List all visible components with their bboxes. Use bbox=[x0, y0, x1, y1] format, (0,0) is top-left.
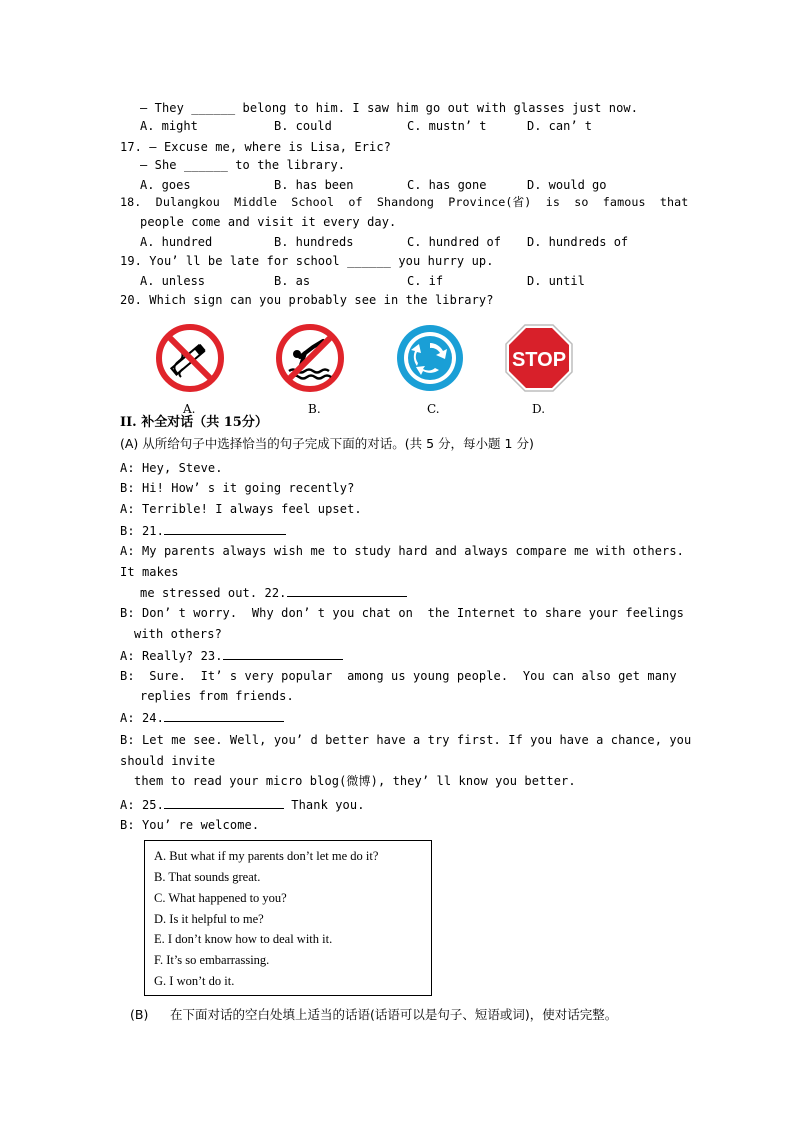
dialogue-line: B: You’ re welcome. bbox=[120, 818, 260, 832]
q16-option-c: C. mustn’ t bbox=[407, 119, 487, 133]
dialogue-line bbox=[140, 584, 407, 601]
dialogue-line: It makes bbox=[120, 565, 179, 579]
choice-f: F. It’s so embarrassing. bbox=[154, 953, 270, 967]
q18-stem-2: people come and visit it every day. bbox=[140, 215, 397, 229]
question-25-label: A: 25. bbox=[120, 798, 164, 812]
question-22-label: me stressed out. 22. bbox=[140, 586, 287, 600]
part-b-instructions: 在下面对话的空白处填上适当的话语(话语可以是句子、短语或词)，使对话完整。 bbox=[170, 1007, 618, 1022]
q16-stem: – They ______ belong to him. I saw him go out with glasses just now. bbox=[140, 101, 639, 115]
choice-d: D. Is it helpful to me? bbox=[154, 912, 264, 926]
dialogue-line: B: Let me see. Well, you’ d better have a try first. If you have a chance, you bbox=[120, 733, 692, 747]
q20-label-b: B. bbox=[308, 402, 321, 416]
no-diving-icon bbox=[275, 323, 345, 393]
dialogue-line bbox=[120, 647, 343, 664]
choices-box bbox=[144, 840, 432, 996]
answer-blank-22[interactable] bbox=[287, 584, 407, 597]
section-2-title: II. 补全对话（共 15分） bbox=[120, 415, 268, 430]
q17-stem-2: – She ______ to the library. bbox=[140, 158, 346, 172]
q19-option-c: C. if bbox=[407, 274, 444, 288]
q18-option-b: B. hundreds bbox=[274, 235, 354, 249]
dialogue-line: them to read your micro blog(微博), they’ ll know you better. bbox=[134, 774, 576, 788]
q16-option-a: A. might bbox=[140, 119, 198, 133]
question-24-label: A: 24. bbox=[120, 711, 164, 725]
q20-label-a: A. bbox=[183, 402, 196, 416]
dialogue-line: A: Hey, Steve. bbox=[120, 461, 223, 475]
stop-sign-text: STOP bbox=[511, 349, 567, 371]
answer-blank-21[interactable] bbox=[164, 522, 286, 535]
q18-option-a: A. hundred bbox=[140, 235, 213, 249]
choice-e: E. I don’t know how to deal with it. bbox=[154, 932, 333, 946]
q19-stem: 19. You’ ll be late for school ______ you hurry up. bbox=[120, 254, 494, 268]
stop-sign-icon bbox=[504, 323, 574, 393]
q16-option-d: D. can’ t bbox=[527, 119, 593, 133]
no-smoking-icon bbox=[155, 323, 225, 393]
dialogue-line: should invite bbox=[120, 754, 216, 768]
answer-blank-23[interactable] bbox=[223, 647, 343, 660]
q17-option-a: A. goes bbox=[140, 178, 191, 192]
q19-option-a: A. unless bbox=[140, 274, 206, 288]
question-23-label: A: Really? 23. bbox=[120, 649, 223, 663]
part-b-label: (B) bbox=[130, 1007, 149, 1022]
q18-stem-1: 18. Dulangkou Middle School of Shandong Province(省) is so famous that bbox=[120, 195, 689, 209]
dialogue-line: replies from friends. bbox=[140, 689, 294, 703]
q20-stem: 20. Which sign can you probably see in the library? bbox=[120, 293, 494, 307]
q17-option-d: D. would go bbox=[527, 178, 607, 192]
dialogue-line bbox=[120, 709, 284, 726]
choice-g: G. I won’t do it. bbox=[154, 974, 235, 988]
section-2-part-a-instructions: (A) 从所给句子中选择恰当的句子完成下面的对话。(共 5 分，每小题 1 分) bbox=[120, 436, 534, 451]
choice-a: A. But what if my parents don’t let me do it? bbox=[154, 849, 379, 863]
q17-option-b: B. has been bbox=[274, 178, 354, 192]
dialogue-line: B: Don’ t worry. Why don’ t you chat on the Internet to share your feelings bbox=[120, 606, 684, 620]
answer-blank-24[interactable] bbox=[164, 709, 284, 722]
q17-option-c: C. has gone bbox=[407, 178, 487, 192]
roundabout-icon bbox=[395, 323, 465, 393]
choice-c: C. What happened to you? bbox=[154, 891, 287, 905]
dialogue-line: B: Sure. It’ s very popular among us young people. You can also get many bbox=[120, 669, 677, 683]
dialogue-line: with others? bbox=[134, 627, 222, 641]
dialogue-line: B: Hi! How’ s it going recently? bbox=[120, 481, 355, 495]
dialogue-line bbox=[120, 522, 286, 539]
thank-you-text: Thank you. bbox=[291, 798, 365, 812]
question-21-label: B: 21. bbox=[120, 524, 164, 538]
q17-stem-1: 17. – Excuse me, where is Lisa, Eric? bbox=[120, 140, 392, 154]
q19-option-d: D. until bbox=[527, 274, 585, 288]
q19-option-b: B. as bbox=[274, 274, 311, 288]
q20-label-d: D. bbox=[532, 402, 546, 416]
q18-option-c: C. hundred of bbox=[407, 235, 501, 249]
answer-blank-25[interactable] bbox=[164, 796, 284, 809]
choice-b: B. That sounds great. bbox=[154, 870, 261, 884]
q18-option-d: D. hundreds of bbox=[527, 235, 629, 249]
dialogue-line: A: My parents always wish me to study hard and always compare me with others. bbox=[120, 544, 684, 558]
q16-option-b: B. could bbox=[274, 119, 332, 133]
dialogue-line: A: Terrible! I always feel upset. bbox=[120, 502, 362, 516]
dialogue-line bbox=[120, 796, 365, 813]
q20-label-c: C. bbox=[427, 402, 440, 416]
